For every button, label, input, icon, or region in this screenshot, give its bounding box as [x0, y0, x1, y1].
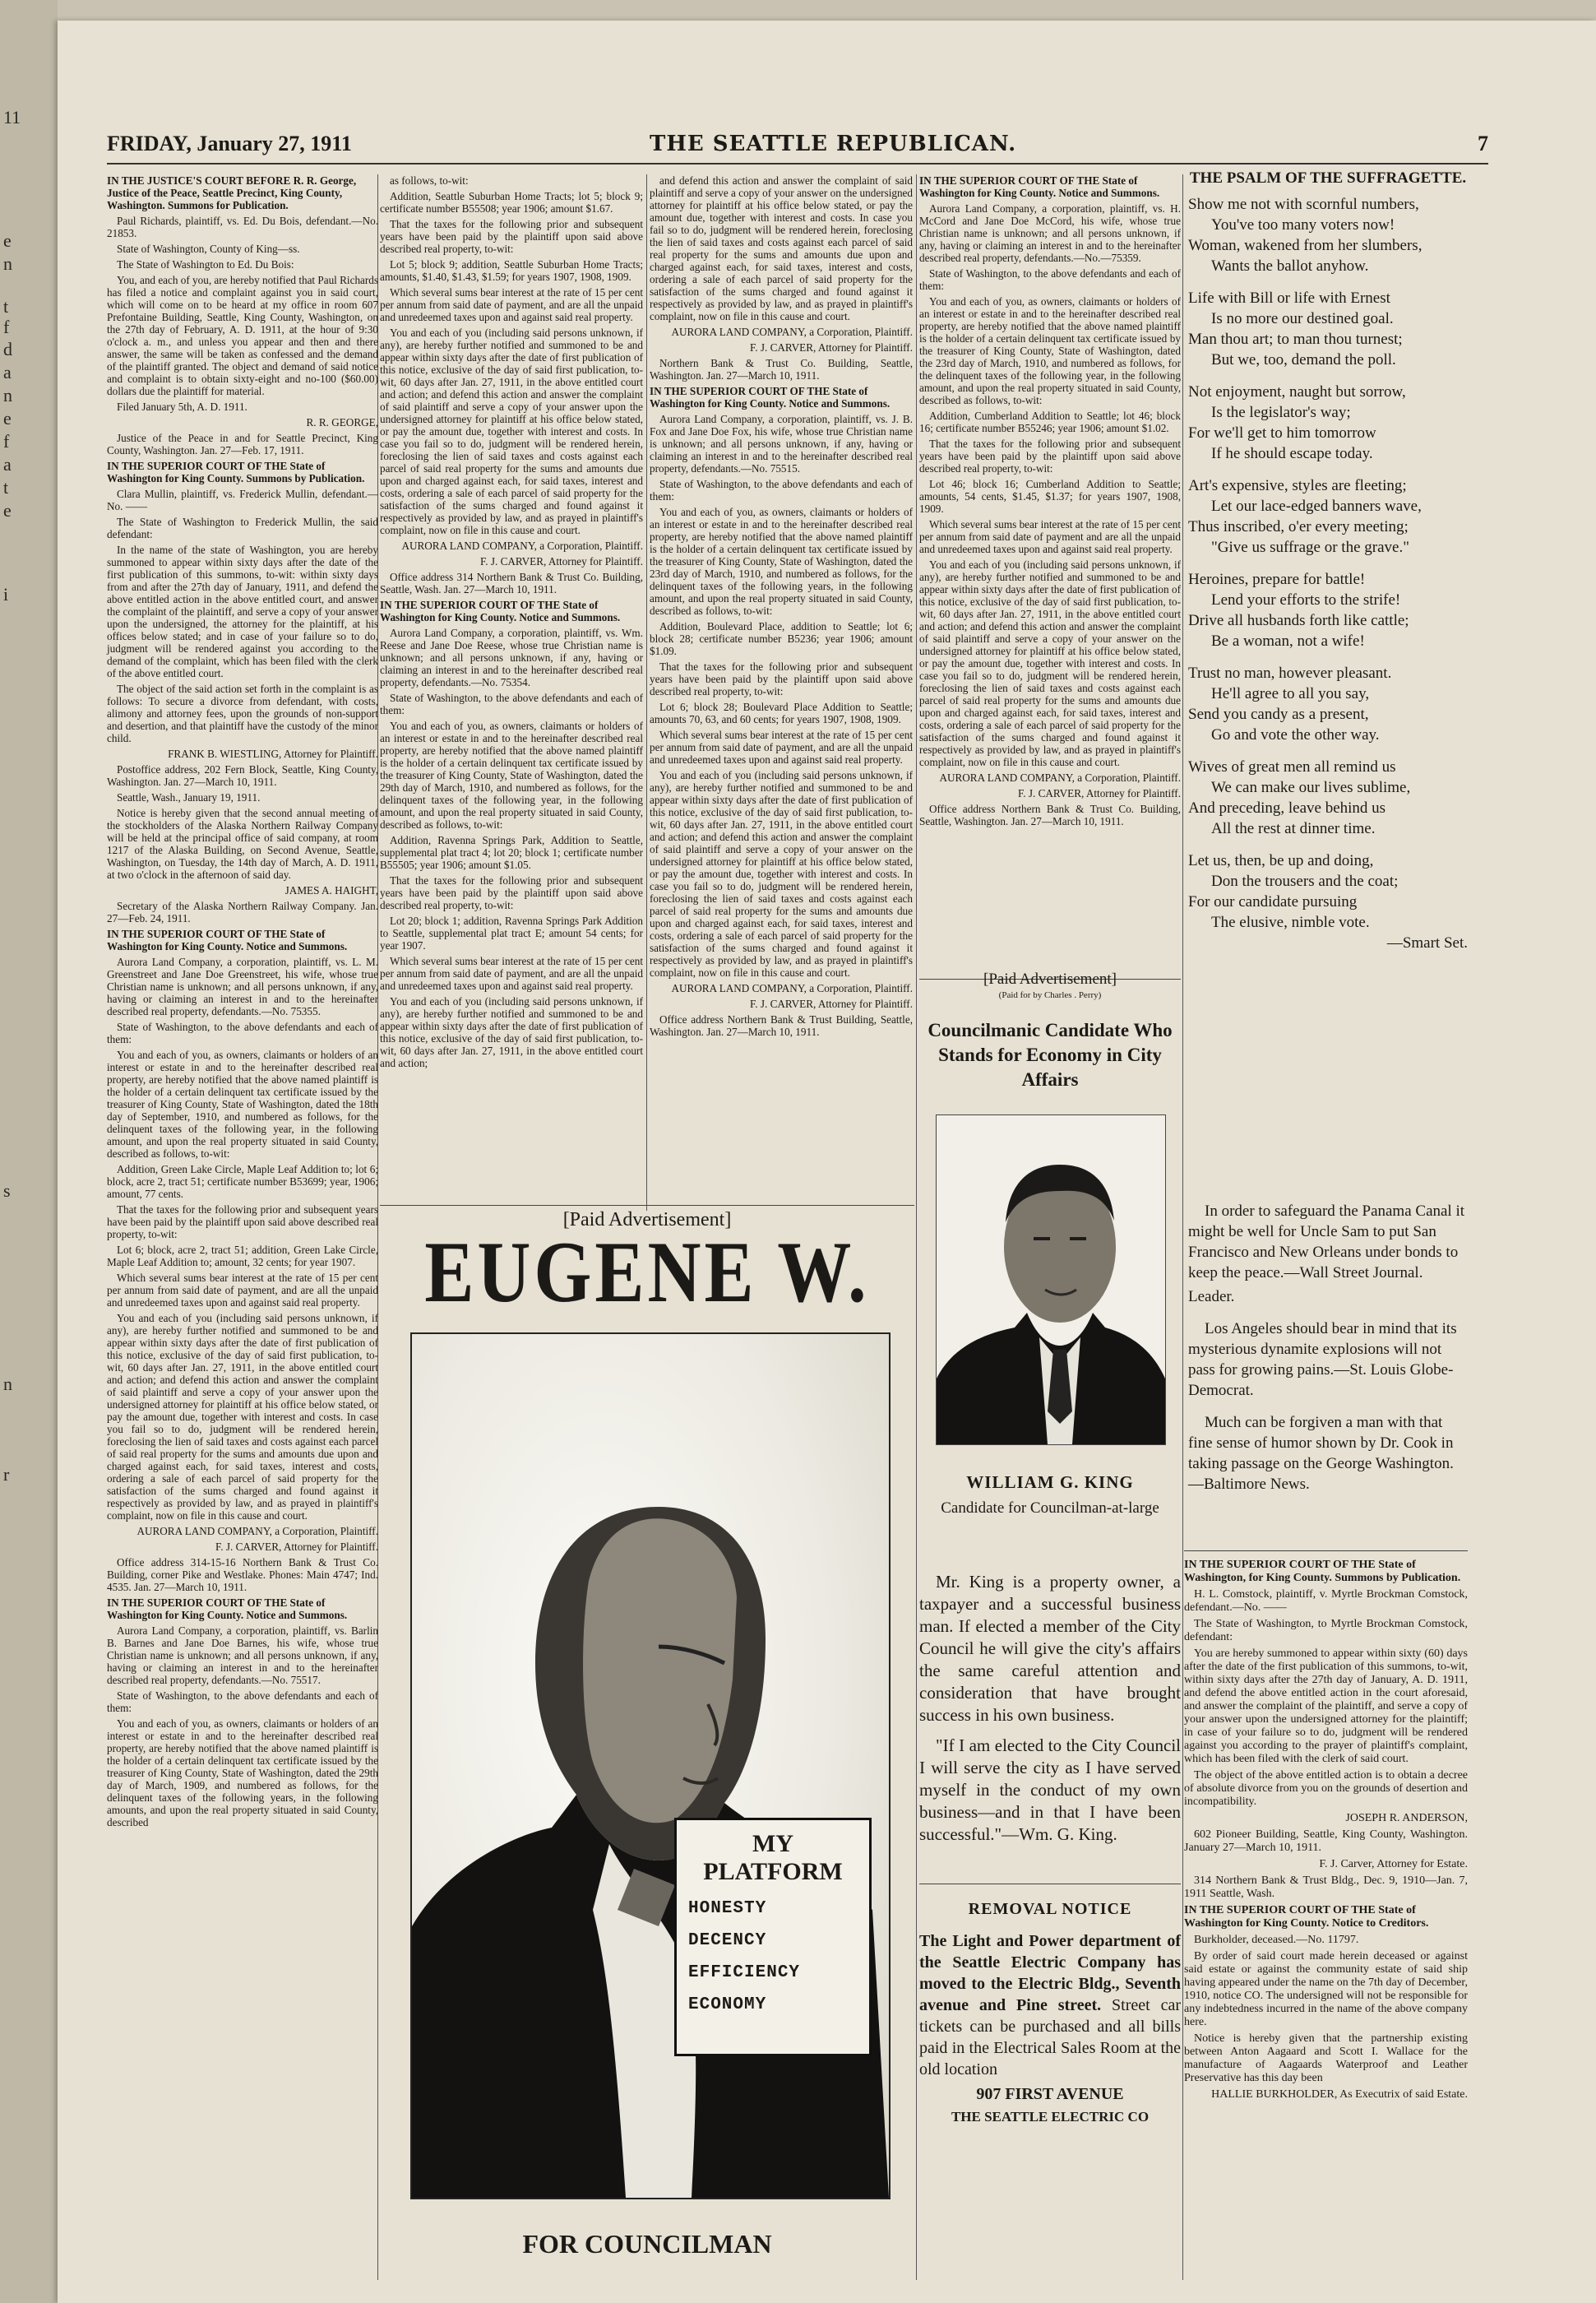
issue-date: FRIDAY, January 27, 1911 [107, 132, 352, 155]
edge-glyph: d [3, 339, 12, 359]
edge-glyph: a [3, 362, 12, 382]
notice-paragraph: Secretary of the Alaska Northern Railway Company. Jan. 27—Feb. 24, 1911. [107, 900, 378, 924]
notice-signature: F. J. CARVER, Attorney for Plaintiff. [1017, 787, 1181, 799]
notice-paragraph: State of Washington, to the above defendants and each of them: [650, 478, 913, 503]
notice-paragraph: State of Washington, to the above defendants and each of them: [107, 1021, 378, 1045]
notice-signature: AURORA LAND COMPANY, a Corporation, Plaintiff. [671, 982, 913, 994]
notice-signature: F. J. CARVER, Attorney for Plaintiff. [479, 555, 643, 568]
paid-by-note: (Paid for by Charles . Perry) [998, 990, 1102, 1000]
notice-paragraph: Northern Bank & Trust Co. Building, Seattle, Washington. Jan. 27—March 10, 1911. [650, 357, 913, 382]
for-councilman-caption: FOR COUNCILMAN [522, 2229, 772, 2259]
poem-stanza [1188, 850, 1468, 953]
notice-paragraph: Aurora Land Company, a corporation, plaintiff, vs. H. McCord and Jane Doe McCord, his wife, whose true Christian name is unknown; and all persons unknown, if any, having or claiming an interest in and to the hereinafter described real property, defendants.—No.—75359. [919, 202, 1181, 264]
ad-paragraph: "If I am elected to the City Council I will serve the city as I have served myself in the conduct of my own business—and in that I have been successful."—Wm. G. King. [919, 1735, 1181, 1844]
poem-stanza [1188, 288, 1468, 370]
notice-paragraph: That the taxes for the following prior and subsequent years have been paid by the plaintiff upon said above described real property, to-wit: [650, 660, 913, 697]
notice-paragraph: You and each of you, as owners, claimants or holders of an interest or estate in and to the hereinafter described real property, are hereby notified that the above named plaintiff is the holder of a certain delinquent tax certificate issued by the treasurer of King County, State of Washington, dated the 23rd day of March, 1910, and numbered as follows, for the delinquent taxes of the following year, in the following amount, and upon the real property situated in said County, described as follows, to-wit: [919, 295, 1181, 406]
removal-notice [919, 1900, 1181, 2125]
notice-paragraph: In the name of the state of Washington, you are hereby summoned to appear within sixty days after the date of the first publication of this summons, to-wit: within sixty days from and after the 27th day of January, 1911, and defend the above entitled action in the above entitled court, and answer the complaint of the plaintiff, and serve a copy of your answer upon the undersigned, the attorney for the plaintiff, at his offices below stated; and in case of your failure so to do, judgment will be rendered against you according to the demand of the complaint, which has been filed with the clerk of the above entitled court. [107, 544, 378, 679]
notice-paragraph: The object of the said action set forth in the complaint is as follows: To secure a divorce from defendant, with costs, alimony and attorney fees, upon the grounds of non-support and desertion, and that plaintiff have the custody of the minor child. [107, 683, 378, 744]
notice-paragraph: Lot 6; block, acre 2, tract 51; addition, Green Lake Circle, Maple Leaf Addition to; amount, 32 cents; for year 1907. [107, 1244, 378, 1268]
poem-line: Life with Bill or life with Ernest [1188, 290, 1390, 307]
poem-line: Art's expensive, styles are fleeting; [1188, 477, 1407, 494]
editorial-paragraph: In order to safeguard the Panama Canal it might be well for Uncle Sam to put San Francisco and New Orleans under bonds to keep the peace.—Wall Street Journal. [1188, 1202, 1465, 1281]
notice-paragraph: That the taxes for the following prior and subsequent years have been paid by the plaintiff upon said above described real property, to-wit: [919, 438, 1181, 475]
poem-line: If he should escape today. [1211, 445, 1373, 462]
poem-line: Thus inscribed, o'er every meeting; [1188, 518, 1409, 535]
notice-paragraph: 602 Pioneer Building, Seattle, King County, Washington. January 27—March 10, 1911. [1184, 1828, 1468, 1854]
notice-heading: IN THE SUPERIOR COURT OF THE State of Washington for King County. Notice and Summons. [107, 1596, 348, 1621]
removal-notice-address: 907 FIRST AVENUE [976, 2085, 1124, 2103]
notice-signature: AURORA LAND COMPANY, a Corporation, Plaintiff. [136, 1525, 378, 1537]
notice-paragraph: Which several sums bear interest at the rate of 15 per cent per annum from said date of payment and are all the unpaid and unredeemed taxes upon and against said real property. [919, 518, 1181, 555]
notice-paragraph: and defend this action and answer the complaint of said plaintiff and serve a copy of your answer on the undersigned attorney for plaintiff at his office below stated, or pay the amount due, together with interest and costs. In case you fail so to do, judgment will be rendered herein, foreclosing the lien of said taxes and costs against each parcel of said real property for the sums and amounts due upon and charged against each, for said taxes, interest and costs, ordering a sale of each parcel of said property for the satisfaction of the sums charged and found against it respectively as provided by law, and as prayed in plaintiff's complaint, now on file in this cause and court. [650, 174, 913, 322]
poem-line: Show me not with scornful numbers, [1188, 196, 1419, 213]
notice-paragraph: The State of Washington to Frederick Mullin, the said defendant: [107, 516, 378, 540]
notice-paragraph: Aurora Land Company, a corporation, plaintiff, vs. L. M. Greenstreet and Jane Doe Greenstreet, his wife, whose true Christian name is unknown; and all persons unknown, if any, having or claiming an interest in and to the hereinafter described real property, defendants.—No. 75355. [107, 956, 378, 1017]
candidate-portrait [936, 1114, 1166, 1445]
poem-line: Let our lace-edged banners wave, [1211, 498, 1422, 515]
notice-heading: IN THE JUSTICE'S COURT BEFORE R. R. George, Justice of the Peace, Seattle Precinct, King County, Washington. Summons for Publication. [107, 174, 357, 211]
edge-glyph: f [3, 317, 10, 337]
poem-line: Man thou art; to man thou turnest; [1188, 331, 1403, 348]
poem-stanza [1188, 569, 1468, 651]
poem-stanza [1188, 757, 1468, 839]
notice-paragraph: Notice is hereby given that the second annual meeting of the stockholders of the Alaska Northern Railway Company will be held at the principal office of said company, at room 1217 of the Alaska Building, on Second Avenue, Seattle, Washington, on Tuesday, the 14th day of March, A. D. 1911, at two o'clock in the afternoon of said day. [107, 807, 378, 881]
candidate-name: WILLIAM G. KING [966, 1472, 1134, 1492]
paid-advertisement-label: [Paid Advertisement] [983, 971, 1117, 988]
adjacent-page-edge [0, 0, 58, 2303]
ad-headline: Councilmanic Candidate Who Stands for Economy in City Affairs [928, 1020, 1173, 1090]
candidate-subtitle: Candidate for Councilman-at-large [941, 1499, 1159, 1517]
masthead: THE SEATTLE REPUBLICAN. [650, 132, 1017, 156]
notice-signature: F. J. CARVER, Attorney for Plaintiff. [749, 998, 913, 1010]
notice-paragraph: You and each of you, as owners, claimants or holders of an interest or estate in and to the hereinafter described real property, are hereby notified that the above named plaintiff is the holder of a certain delinquent tax certificate issued by the treasurer of King County, State of Washington, dated the 18th day of September, 1910, and numbered as follows, for the delinquent taxes of the following year, in the following amount, and upon the real property situated in said County, described as follows, to-wit: [107, 1049, 378, 1160]
notice-paragraph: Office address 314-15-16 Northern Bank & Trust Co. Building, corner Pike and Westlake. Phones: Main 4747; Ind. 4535. Jan. 27—March 10, 1911. [107, 1556, 378, 1593]
notice-paragraph: You and each of you, as owners, claimants or holders of an interest or estate in and to the hereinafter described real property, are hereby notified that the above named plaintiff is the holder of a certain delinquent tax certificate issued by the treasurer of King County, State of Washington, dated the 29th day of March, 1910, and numbered as follows, for the delinquent taxes of the following year, in the following amount, and upon the real property situated in said County, described as follows, to-wit: [380, 720, 643, 831]
poem-line: All the rest at dinner time. [1211, 820, 1376, 837]
notice-signature: F. J. Carver, Attorney for Estate. [1319, 1858, 1468, 1870]
notice-paragraph: State of Washington, to the above defendants and each of them: [919, 267, 1181, 292]
portrait-illustration [412, 1334, 889, 2198]
notice-paragraph: Addition, Boulevard Place, addition to Seattle; lot 6; block 28; certificate number B5236; year 1906; amount $1.09. [650, 620, 913, 657]
poem-line: You've too many voters now! [1211, 216, 1395, 234]
notice-paragraph: Burkholder, deceased.—No. 11797. [1194, 1934, 1359, 1946]
poem-stanza [1188, 663, 1468, 745]
notice-signature: FRANK B. WIESTLING, Attorney for Plaintiff. [168, 748, 378, 760]
edge-glyph: e [3, 500, 12, 521]
notice-paragraph: Which several sums bear interest at the rate of 15 per cent per annum from said date of payment, and are all the unpaid and unredeemed taxes upon and against said real property. [107, 1272, 378, 1309]
eugene-way-advertisement [400, 1209, 894, 2287]
editorial-paragraph: Los Angeles should bear in mind that its mysterious dynamite explosions will not pass for growing pains.—St. Louis Globe-Democrat. [1188, 1320, 1457, 1399]
legal-notices-column-1 [107, 174, 378, 2264]
notice-paragraph: Lot 5; block 9; addition, Seattle Suburban Home Tracts; amounts, $1.40, $1.43, $1.59; for years 1907, 1908, 1909. [380, 258, 643, 283]
page-header [107, 132, 1488, 164]
poem-line: Not enjoyment, naught but sorrow, [1188, 383, 1406, 401]
removal-notice-body [919, 1930, 1181, 2080]
edge-glyph: e [3, 230, 12, 251]
column-divider [646, 174, 647, 1211]
poem-line: For we'll get to him tomorrow [1188, 424, 1376, 442]
portrait-illustration [937, 1115, 1165, 1444]
notice-heading: IN THE SUPERIOR COURT OF THE State of Washington for King County. Notice and Summons. [919, 174, 1160, 199]
notice-paragraph: State of Washington, to the above defendants and each of them: [107, 1689, 378, 1714]
poem-line: Go and vote the other way. [1211, 726, 1380, 744]
poem-line: Is the legislator's way; [1211, 404, 1351, 421]
candidate-portrait [410, 1332, 891, 2199]
notice-paragraph: Office address Northern Bank & Trust Building, Seattle, Washington. Jan. 27—March 10, 1911. [650, 1013, 913, 1038]
notice-paragraph: You and each of you, as owners, claimants or holders of an interest or estate in and to the hereinafter described real property, are hereby notified that the above named plaintiff is the holder of a certain delinquent tax certificate issued by the treasurer of King County, State of Washington, dated the 29th day of March, 1909, and numbered as follows, for the delinquent taxes of the following years, in the following amounts, and upon the real property situated in said County, described [107, 1717, 378, 1828]
poem-line: Heroines, prepare for battle! [1188, 571, 1366, 588]
poem-line: Let us, then, be up and doing, [1188, 852, 1374, 869]
edge-glyph: f [3, 431, 10, 452]
notice-paragraph: You and each of you, as owners, claimants or holders of an interest or estate in and to the hereinafter described real property, are hereby notified that the above named plaintiff is the holder of a certain delinquent tax certificate issued by the treasurer of King County, State of Washington, dated the 23rd day of March, 1910, and numbered as follows, for the delinquent taxes of the following years, in the following amount, and upon the real property situated in said County, described as follows, to-wit: [650, 506, 913, 617]
notice-paragraph: Lot 46; block 16; Cumberland Addition to Seattle; amounts, 54 cents, $1.45, $1.37; for years 1907, 1908, 1909. [919, 478, 1181, 515]
poem-line: For our candidate pursuing [1188, 893, 1358, 911]
poem-line: Be a woman, not a wife! [1211, 633, 1365, 650]
notice-paragraph: That the taxes for the following prior and subsequent years have been paid by the plaintiff upon said above described real property, to-wit: [107, 1203, 378, 1240]
poem-line: "Give us suffrage or the grave." [1211, 539, 1409, 556]
notice-paragraph: Which several sums bear interest at the rate of 15 per cent per annum from said date of payment, and are all the unpaid and unredeemed taxes upon and against said real property. [380, 955, 643, 992]
candidate-name: EUGENE W. [424, 1224, 870, 1321]
notice-paragraph: By order of said court made herein deceased or against said estate or against the community estate of said ship having appeared under the name on the 7th day of December, 1910, notice CO. The undersigned will not be responsible for any indebtedness incurred in the name of the above company here. [1184, 1950, 1468, 2028]
legal-notices-column-2 [380, 174, 643, 1219]
notice-paragraph: That the taxes for the following prior and subsequent years have been paid by the plaintiff upon said above described real property, to-wit: [380, 874, 643, 911]
notice-paragraph: Postoffice address, 202 Fern Block, Seattle, King County, Washington. Jan. 27—March 10, 1911. [107, 763, 378, 788]
notice-signature: AURORA LAND COMPANY, a Corporation, Plaintiff. [939, 772, 1181, 784]
suffragette-psalm-poem [1188, 169, 1468, 965]
notice-signature: JOSEPH R. ANDERSON, [1345, 1812, 1468, 1824]
removal-notice-lead: The Light and Power department of the Seattle Electric Company has moved to the Electric Bldg., Seventh avenue and Pine street. [919, 1932, 1181, 2014]
poem-line: And preceding, leave behind us [1188, 799, 1386, 817]
notice-signature: R. R. GEORGE, [306, 416, 378, 429]
column-divider [1182, 174, 1183, 2280]
notice-heading: IN THE SUPERIOR COURT OF THE State of Washington for King County. Summons by Publication. [107, 460, 365, 484]
edge-glyph: t [3, 296, 9, 317]
poem-line: Wives of great men all remind us [1188, 758, 1396, 776]
poem-line: We can make our lives sublime, [1211, 779, 1411, 796]
platform-box [674, 1818, 872, 2056]
header-rule [107, 163, 1488, 164]
platform-item: HONESTY [688, 1899, 767, 1918]
column-divider [916, 174, 917, 2280]
notice-paragraph: Paul Richards, plaintiff, vs. Ed. Du Bois, defendant.—No. 21853. [107, 215, 378, 239]
notice-paragraph: Addition, Seattle Suburban Home Tracts; lot 5; block 9; certificate number B55508; year 1906; amount $1.67. [380, 190, 643, 215]
notice-signature: JAMES A. HAIGHT, [285, 884, 378, 897]
poem-line: Wants the ballot anyhow. [1211, 257, 1369, 275]
notice-paragraph: The State of Washington, to Myrtle Brockman Comstock, defendant: [1184, 1618, 1468, 1643]
poem-line: But we, too, demand the poll. [1211, 351, 1396, 368]
notice-paragraph: Clara Mullin, plaintiff, vs. Frederick Mullin, defendant.—No. —— [107, 488, 378, 512]
edge-glyph: i [3, 584, 9, 605]
edge-glyph: n [3, 1374, 12, 1394]
platform-title: MY PLATFORM [703, 1830, 843, 1885]
editorial-paragraphs [1188, 1201, 1468, 1506]
notice-paragraph: as follows, to-wit: [390, 174, 469, 187]
notice-paragraph: Addition, Ravenna Springs Park, Addition to Seattle, supplemental plat tract 4; lot 20; block 1; certificate number B55505; year 1906; amount $1.05. [380, 834, 643, 871]
notice-paragraph: Lot 6; block 28; Boulevard Place Addition to Seattle; amounts 70, 63, and 60 cents; for years 1907, 1908, 1909. [650, 701, 913, 725]
notice-paragraph: Which several sums bear interest at the rate of 15 per cent per annum from said date of payment, and are all the unpaid and unredeemed taxes upon and against said real property. [650, 729, 913, 766]
poem-line: Send you candy as a present, [1188, 706, 1369, 723]
poem-line: Don the trousers and the coat; [1211, 873, 1399, 890]
edge-glyph: r [3, 1464, 10, 1485]
notice-paragraph: Which several sums bear interest at the rate of 15 per cent per annum from said date of payment, and are all the unpaid and unredeemed taxes upon and against said real property. [380, 286, 643, 323]
edge-glyph: e [3, 408, 12, 429]
edge-glyph: 11 [3, 107, 21, 127]
page-number: 7 [1478, 132, 1488, 155]
ad-paragraph: Mr. King is a property owner, a taxpayer and a successful business man. If elected a member of the City Council he will give the city's affairs the same careful attention and consideration that have brought success in his own business. [919, 1572, 1181, 1725]
legal-notices-column-3 [650, 174, 913, 1219]
notice-paragraph: Office address Northern Bank & Trust Co. Building, Seattle, Washington. Jan. 27—March 10, 1911. [919, 803, 1181, 827]
notice-paragraph: Seattle, Wash., January 19, 1911. [117, 791, 261, 804]
paid-advertisement-label: [Paid Advertisement] [562, 1209, 732, 1230]
notice-paragraph: State of Washington, to the above defendants and each of them: [380, 692, 643, 716]
notice-heading: IN THE SUPERIOR COURT OF THE State of Washington for King County. Notice and Summons. [107, 928, 348, 952]
notice-paragraph: You and each of you (including said persons unknown, if any), are hereby further notified and summoned to be and appear within sixty days after the date of first publication of this notice, exclusive of the day of said first publication, to-wit, 60 days after Jan. 27, 1911, in the above entitled court and action; [380, 995, 643, 1069]
poem-line: Drive all husbands forth like cattle; [1188, 612, 1409, 629]
notice-paragraph: You and each of you (including said persons unknown, if any), are hereby further notified and summoned to be and appear within sixty days after the date of first publication of this notice, exclusive of the day of said first publication, to-wit, 60 days after Jan. 27, 1911, in the above entitled court and action; and defend this action and answer the complaint of said plaintiff and serve a copy of your answer on the undersigned attorney for plaintiff at his office below stated, or pay the amount due, together with interest and costs. In case you fail so to do, judgment will be rendered herein, foreclosing the lien of said taxes and costs against each parcel of said real property for the sums and amounts due upon and charged against each, for said taxes, interest and costs, ordering a sale of each parcel of said property for the satisfaction of the sums charged and found against it respectively as provided by law, and as prayed in plaintiff's complaint, now on file in this cause and court. [919, 558, 1181, 768]
edge-glyph: t [3, 477, 9, 498]
notice-heading: IN THE SUPERIOR COURT OF THE State of Washington for King County. Notice to Creditors. [1184, 1904, 1429, 1930]
removal-notice-company: THE SEATTLE ELECTRIC CO [951, 2109, 1150, 2125]
notice-paragraph: The State of Washington to Ed. Du Bois: [117, 258, 294, 271]
legal-notices-column-4 [919, 174, 1181, 964]
notice-paragraph: Addition, Cumberland Addition to Seattle; lot 46; block 16; certificate number B55246; year 1906; amount $1.02. [919, 410, 1181, 434]
notice-paragraph: That the taxes for the following prior and subsequent years have been paid by the plaintiff upon said above described real property, to-wit: [380, 218, 643, 255]
notice-signature: HALLIE BURKHOLDER, As Executrix of said Estate. [1211, 2088, 1468, 2101]
notice-paragraph: Filed January 5th, A. D. 1911. [117, 401, 247, 413]
poem-line: Woman, wakened from her slumbers, [1188, 237, 1423, 254]
notice-heading: IN THE SUPERIOR COURT OF THE State of Washington, for King County. Summons by Publication. [1184, 1559, 1461, 1584]
notice-paragraph: Aurora Land Company, a corporation, plaintiff, vs. J. B. Fox and Jane Doe Fox, his wife, whose true Christian name is unknown; and all persons unknown, if any, having or claiming an interest in and to the hereinafter described real property, defendants.—No. 75515. [650, 413, 913, 475]
notice-signature: F. J. CARVER, Attorney for Plaintiff. [215, 1541, 378, 1553]
notice-signature: AURORA LAND COMPANY, a Corporation, Plaintiff. [671, 326, 913, 338]
poem-line: Trust no man, however pleasant. [1188, 665, 1392, 682]
edge-glyph: n [3, 253, 12, 274]
poem-line: The elusive, nimble vote. [1211, 914, 1370, 931]
poem-line: Is no more our destined goal. [1211, 310, 1394, 327]
notice-paragraph: State of Washington, County of King—ss. [117, 243, 300, 255]
notice-paragraph: H. L. Comstock, plaintiff, v. Myrtle Brockman Comstock, defendant.—No. —— [1184, 1588, 1468, 1614]
notice-heading: IN THE SUPERIOR COURT OF THE State of Washington for King County. Notice and Summons. [380, 599, 621, 623]
notice-paragraph: You and each of you (including said persons unknown, if any), are hereby further notified and summoned to be and appear within sixty days after the date of first publication of this notice, exclusive of the day of said first publication, to-wit, 60 days after Jan. 27, 1911, in the above entitled court and action; and defend this action and answer the complaint of said plaintiff and serve a copy of your answer on the undersigned attorney for plaintiff at his office below stated, or pay the amount due, together with interest and costs. In case you fail so to do, judgment will be rendered herein, foreclosing the lien of said taxes and costs against each parcel of said real property for the sums and amounts due upon and charged against each, for said taxes, interest and costs, ordering a sale of each parcel of said property for the satisfaction of the sums charged and found against it respectively as provided by law, and as prayed in plaintiff's complaint, now on file in this cause and court. [650, 769, 913, 979]
edge-glyph: s [3, 1180, 11, 1201]
notice-signature: F. J. CARVER, Attorney for Plaintiff. [749, 341, 913, 354]
notice-paragraph: 314 Northern Bank & Trust Bldg., Dec. 9, 1910—Jan. 7, 1911 Seattle, Wash. [1184, 1874, 1468, 1900]
notice-paragraph: You, and each of you, are hereby notified that Paul Richards has filed a notice and complaint against you in said court, which will come on to be heard at my office in room 607 Prefontaine Building, Seattle, King County, Washington, on the 27th day of February, A. D. 1911, at the hour of 9:30 o'clock a. m., and unless you appear and then and there answer, the same will be taken as confessed and the demand of the plaintiff granted. The object and demand of said notice and complaint is to obtain sixty-eight and no-100 ($60.00) dollars due the plaintiff for material. [107, 274, 379, 397]
notice-top-rule [1184, 1550, 1468, 1551]
editorial-paragraph: Leader. [1188, 1288, 1235, 1305]
notice-signature: AURORA LAND COMPANY, a Corporation, Plaintiff. [401, 540, 643, 552]
notice-paragraph: Aurora Land Company, a corporation, plaintiff, vs. Barlin B. Barnes and Jane Doe Barnes, his wife, whose true Christian name is unknown; and all persons unknown, if any, having or claiming an interest in and to the hereinafter described real property, defendants.—No. 75517. [107, 1624, 378, 1686]
platform-item: DECENCY [688, 1931, 767, 1950]
poem-stanza [1188, 194, 1468, 276]
edge-glyph: a [3, 454, 12, 475]
platform-item: EFFICIENCY [688, 1963, 801, 1982]
notice-paragraph: You and each of you (including said persons unknown, if any), are hereby further notified and summoned to be and appear within sixty days after the date of first publication of this notice, exclusive of the day of said first publication, to-wit, 60 days after Jan. 27, 1911, in the above entitled court and action; and defend this action and answer the complaint of said plaintiff and serve a copy of your answer upon the undersigned attorney for plaintiff at his office below stated, or pay the amount due, together with interest and costs. In case you fail so to do, judgment will be rendered herein, foreclosing the lien of said taxes and costs against each parcel of said real property for the sums and amounts due upon and charged against each, for said taxes, interest and costs, ordering a sale of each parcel of said property for the satisfaction of the sums charged and found against it respectively as provided by law, and as prayed in plaintiff's complaint, now on file in this cause and court. [380, 327, 643, 536]
notice-heading: IN THE SUPERIOR COURT OF THE State of Washington for King County. Notice and Summons. [650, 385, 891, 410]
poem-title: THE PSALM OF THE SUFFRAGETTE. [1189, 169, 1467, 187]
removal-notice-rest: Street car tickets can be purchased and all bills paid in the Electrical Sales Room at the old location [919, 1996, 1181, 2078]
notice-paragraph: The object of the above entitled action is to obtain a decree of absolute divorce from you on the grounds of desertion and incompatibility. [1184, 1769, 1468, 1808]
notice-paragraph: Office address 314 Northern Bank & Trust Co. Building, Seattle, Wash. Jan. 27—March 10, 1911. [380, 571, 643, 595]
poem-stanza [1188, 382, 1468, 464]
edge-glyph: n [3, 385, 12, 405]
notice-paragraph: Lot 20; block 1; addition, Ravenna Springs Park Addition to Seattle, supplemental plat tract E; amount 54 cents; for year 1907. [380, 915, 643, 952]
poem-stanza [1188, 475, 1468, 558]
notice-paragraph: You and each of you (including said persons unknown, if any), are hereby further notified and summoned to be and appear within sixty days after the date of first publication of this notice, exclusive of the day of said first publication, to-wit, 60 days after Jan. 27, 1911, in the above entitled court and action; and defend this action and answer the complaint of said plaintiff and serve a copy of your answer upon the undersigned attorney for plaintiff at his office below stated, or pay the amount due, together with interest and costs. In case you fail so to do, judgment will be rendered herein, foreclosing the lien of said taxes and costs against each parcel of said real property for the sums and amounts due upon and charged against each, for said taxes, interest and costs, ordering a sale of each parcel of said property for the satisfaction of the sums charged and found against it respectively as provided by law, and as prayed in plaintiff's complaint, now on file in this cause and court. [107, 1312, 378, 1522]
editorial-paragraph: Much can be forgiven a man with that fine sense of humor shown by Dr. Cook in taking passage on the George Washington.—Baltimore News. [1188, 1414, 1454, 1493]
poem-attribution: —Smart Set. [1386, 934, 1468, 952]
removal-notice-title: REMOVAL NOTICE [968, 1900, 1132, 1918]
notice-paragraph: Justice of the Peace in and for Seattle Precinct, King County, Washington. Jan. 27—Feb. 17, 1911. [107, 432, 378, 456]
poem-line: Lend your efforts to the strife! [1211, 591, 1401, 609]
notice-paragraph: Addition, Green Lake Circle, Maple Leaf Addition to; lot 6; block, acre 2, tract 51; certificate number B53699; year, 1906; amount, 77 cents. [107, 1163, 378, 1200]
notice-paragraph: Notice is hereby given that the partnership existing between Anton Aagaard and Scott I. Wallace for the manufacture of Aagaards Waterproof and Leather Preservative has this day been [1184, 2032, 1468, 2084]
legal-notices-column-6 [1184, 1559, 1468, 2101]
poem-line: He'll agree to all you say, [1211, 685, 1370, 702]
platform-item: ECONOMY [688, 1995, 767, 2014]
notice-paragraph: Aurora Land Company, a corporation, plaintiff, vs. Wm. Reese and Jane Doe Reese, whose true Christian name is unknown; and all persons unknown, if any, having or claiming an interest in and to the hereinafter described real property, defendants.—No. 75354. [380, 627, 643, 688]
notice-paragraph: You are hereby summoned to appear within sixty (60) days after the date of the first publication of this summons, to-wit, within sixty days after the 27th day of January, A. D. 1911, and defend the above entitled action in the court aforesaid, and answer the complaint of the plaintiff, and serve a copy of your answer upon the undersigned attorney for the plaintiff; in case of your failure so to do, judgment will be rendered against you according to the prayer of plaintiff's complaint, which has been filed with the clerk of said court. [1184, 1647, 1468, 1765]
ad-body [919, 1571, 1181, 1854]
